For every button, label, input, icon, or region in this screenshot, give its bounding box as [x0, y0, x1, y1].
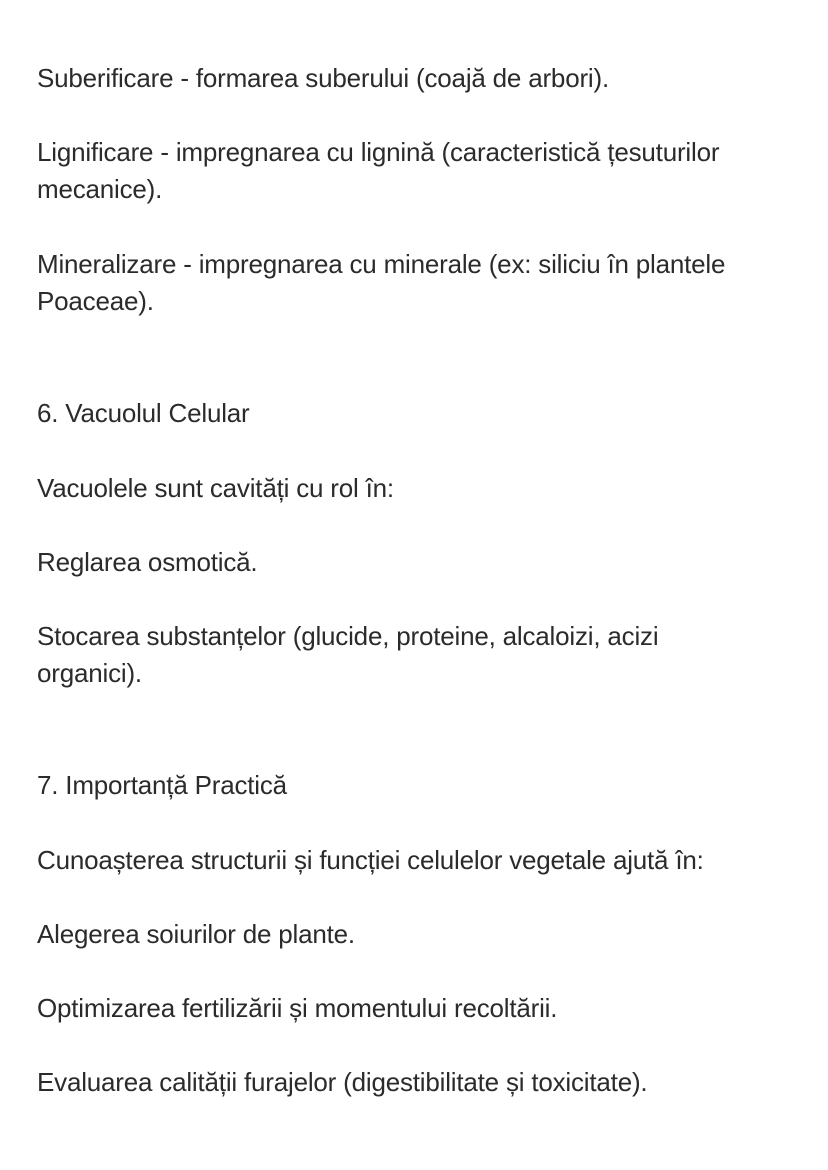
list-item-lignificare: Lignificare - impregnarea cu lignină (caracteristică țesuturilor mecanice). — [37, 137, 720, 204]
paragraph-importanta-intro: Cunoașterea structurii și funcției celulelor vegetale ajută în: — [37, 845, 704, 875]
list-item-optimizarea-fertilizarii: Optimizarea fertilizării și momentului recoltării. — [37, 993, 558, 1023]
list-item-stocarea-substantelor: Stocarea substanțelor (glucide, proteine, alcaloizi, acizi organici). — [37, 621, 659, 688]
list-item-reglarea-osmotica: Reglarea osmotică. — [37, 547, 258, 577]
section-heading-vacuolul-celular: 6. Vacuolul Celular — [37, 398, 250, 428]
list-item-evaluarea-furajelor: Evaluarea calității furajelor (digestibilitate și toxicitate). — [37, 1067, 648, 1097]
section-heading-importanta-practica: 7. Importanță Practică — [37, 770, 287, 800]
list-item-alegerea-soiurilor: Alegerea soiurilor de plante. — [37, 919, 355, 949]
paragraph-vacuole-intro: Vacuolele sunt cavități cu rol în: — [37, 473, 394, 503]
list-item-mineralizare: Mineralizare - impregnarea cu minerale (ex: siliciu în plantele Poaceae). — [37, 249, 726, 316]
list-item-suberificare: Suberificare - formarea suberului (coajă de arbori). — [37, 63, 609, 93]
